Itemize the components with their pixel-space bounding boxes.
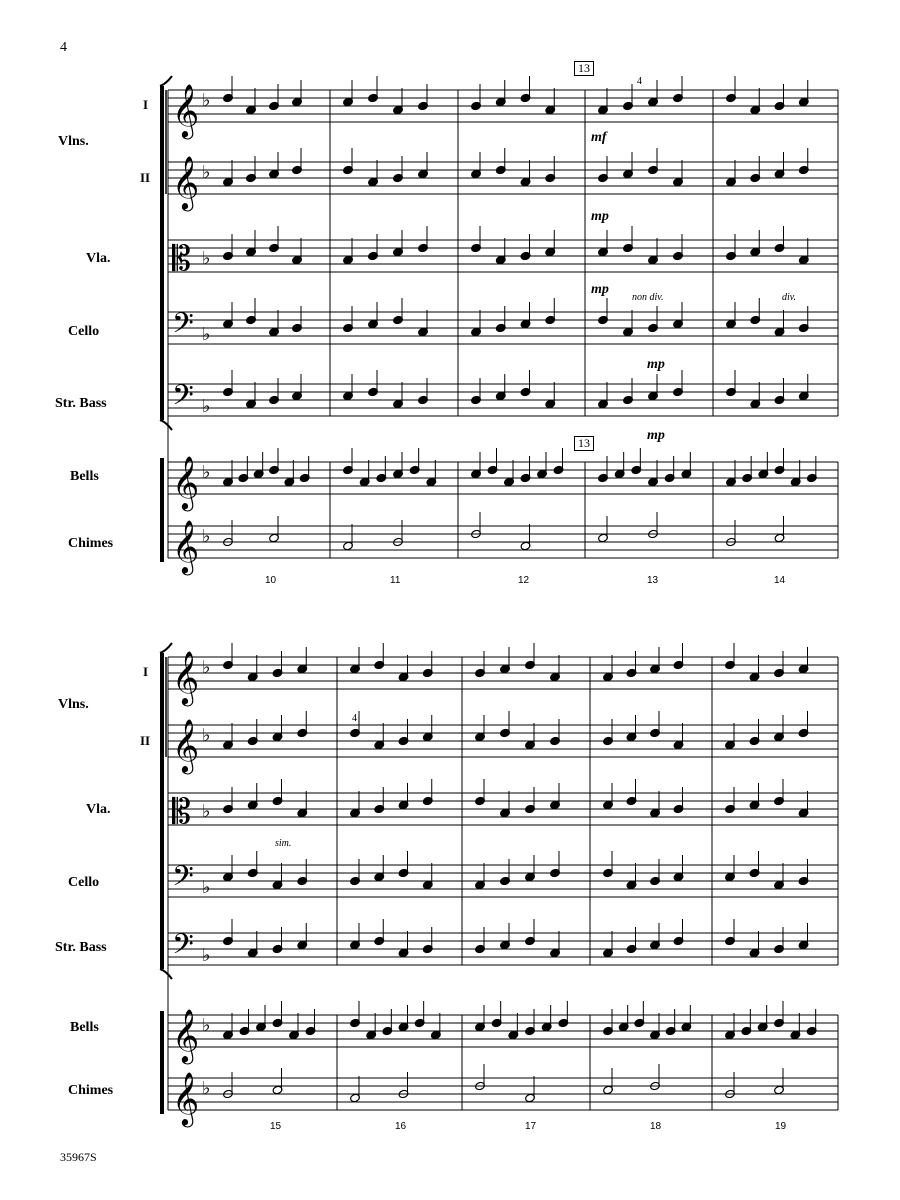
flat-icon: ♭: [202, 1015, 211, 1036]
fingering-mark-s2: 4: [352, 713, 357, 724]
bracket-hook: [160, 643, 172, 653]
label-violins-2: Vlns.: [58, 697, 89, 712]
rehearsal-mark: 13: [574, 61, 594, 76]
measure-number-18: 18: [650, 1121, 662, 1132]
measure-number-11: 11: [390, 575, 401, 586]
flat-icon: ♭: [202, 396, 211, 417]
flat-icon: ♭: [202, 945, 211, 966]
label-cello: Cello: [68, 324, 100, 339]
bass-clef-icon: 𝄢: [172, 860, 194, 900]
flat-icon: ♭: [202, 162, 211, 183]
flat-icon: ♭: [202, 1078, 211, 1099]
label-viola-s2: Vla.: [86, 802, 111, 817]
barlines: [160, 76, 838, 1114]
measure-number-17: 17: [525, 1121, 537, 1132]
flat-icon: ♭: [202, 248, 211, 269]
dynamic-cello: mp: [647, 357, 665, 372]
flat-icon: ♭: [202, 801, 211, 822]
page-number: 4: [60, 40, 67, 55]
flat-icon: ♭: [202, 725, 211, 746]
bracket-hook: [160, 969, 172, 979]
rehearsal-mark-bells: 13: [574, 436, 594, 451]
expression-non-div: non div.: [632, 292, 664, 303]
treble-clef-icon: 𝄞: [172, 1008, 200, 1062]
label-chimes: Chimes: [68, 536, 114, 551]
label-cello-s2: Cello: [68, 875, 100, 890]
fingering-mark: 4: [637, 76, 642, 87]
flat-icon: ♭: [202, 657, 211, 678]
dynamic-vln2: mp: [591, 209, 609, 224]
label-viola: Vla.: [86, 251, 111, 266]
measure-number-13: 13: [647, 575, 659, 586]
treble-clef-icon: 𝄞: [172, 650, 200, 704]
measure-number-16: 16: [395, 1121, 407, 1132]
label-violin-1-s2: I: [143, 664, 149, 679]
flat-icon: ♭: [202, 90, 211, 111]
treble-clef-icon: 𝄞: [172, 718, 200, 772]
label-violin-2: II: [140, 170, 151, 185]
treble-clef-icon: 𝄞: [172, 519, 200, 573]
measure-number-10: 10: [265, 575, 277, 586]
bracket-hook: [160, 420, 172, 430]
expression-sim: sim.: [275, 838, 292, 849]
label-string-bass-s2: Str. Bass: [55, 940, 107, 955]
flat-icon: ♭: [202, 877, 211, 898]
treble-clef-icon: 𝄞: [172, 455, 200, 509]
measure-number-12: 12: [518, 575, 530, 586]
dynamic-viola: mp: [591, 282, 609, 297]
label-chimes-s2: Chimes: [68, 1083, 114, 1098]
alto-clef-icon: 𝄡: [172, 792, 191, 832]
label-string-bass: Str. Bass: [55, 396, 107, 411]
bass-clef-icon: 𝄢: [172, 307, 194, 347]
treble-clef-icon: 𝄞: [172, 155, 200, 209]
label-violin-1: I: [143, 97, 149, 112]
measure-number-14: 14: [774, 575, 786, 586]
bass-clef-icon: 𝄢: [172, 379, 194, 419]
treble-clef-icon: 𝄞: [172, 83, 200, 137]
bracket-hook: [160, 76, 172, 86]
measure-number-15: 15: [270, 1121, 282, 1132]
treble-clef-icon: 𝄞: [172, 1071, 200, 1125]
dynamic-bass: mp: [647, 428, 665, 443]
flat-icon: ♭: [202, 462, 211, 483]
measure-number-19: 19: [775, 1121, 787, 1132]
catalog-number: 35967S: [60, 1150, 97, 1164]
staff-lines: [168, 90, 838, 1110]
label-bells: Bells: [70, 469, 99, 484]
dynamic-vln1: mf: [591, 130, 607, 145]
flat-icon: ♭: [202, 324, 211, 345]
label-violins: Vlns.: [58, 134, 89, 149]
alto-clef-icon: 𝄡: [172, 239, 191, 279]
label-bells-s2: Bells: [70, 1020, 99, 1035]
bass-clef-icon: 𝄢: [172, 928, 194, 968]
flat-icon: ♭: [202, 526, 211, 547]
expression-div: div.: [782, 292, 796, 303]
label-violin-2-s2: II: [140, 733, 151, 748]
